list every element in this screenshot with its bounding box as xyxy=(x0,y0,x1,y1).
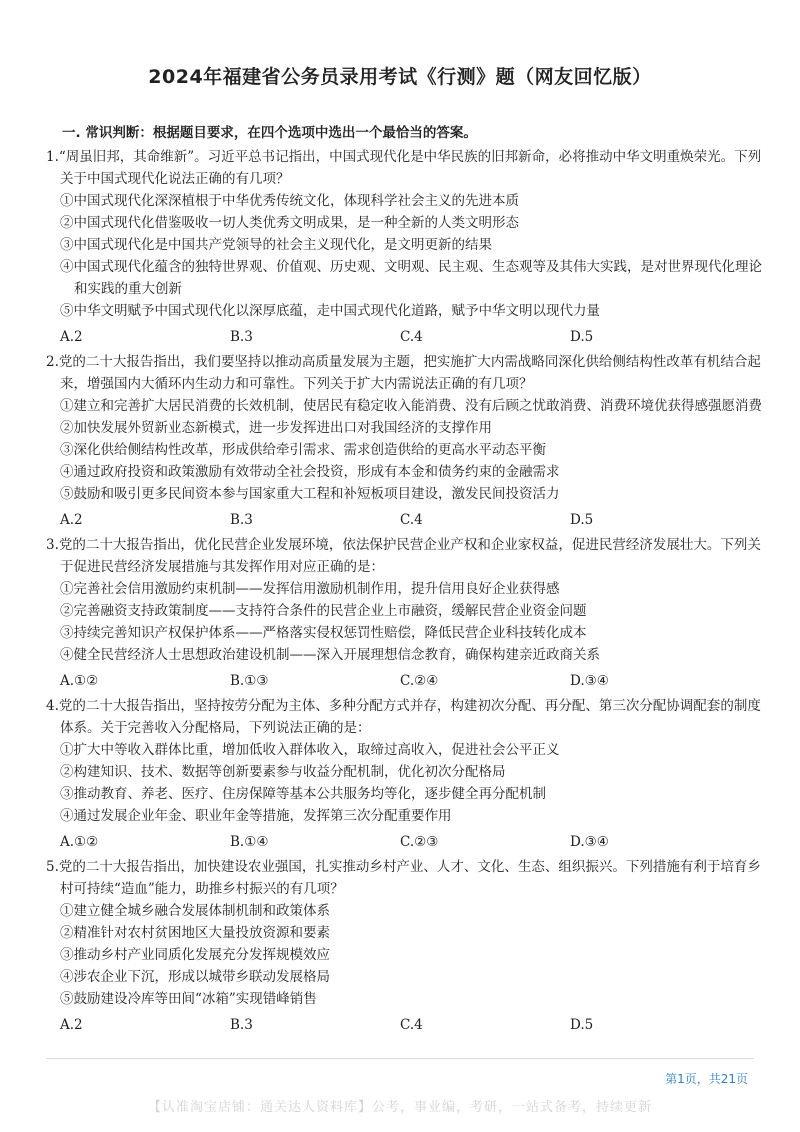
question-5 xyxy=(46,856,762,1036)
page-indicator: 第1页，共21页 xyxy=(665,1072,748,1086)
question-item: ①建立和完善扩大居民消费的长效机制，使居民有稳定收入能消费、没有后顾之忧敢消费、消费环境优获得感强愿消费 xyxy=(60,398,762,414)
question-stem: 2.党的二十大报告指出，我们要坚持以推动高质量发展为主题，把实施扩大内需战略同深化供给侧结构性改革有机结合起来，增强国内大循环内生动力和可靠性。下列关于扩大内需说法正确的有几项？ xyxy=(46,354,761,392)
answer-options xyxy=(46,1014,762,1036)
question-item: ②完善融资支持政策制度——支持符合条件的民营企业上市融资，缓解民营企业资金问题 xyxy=(60,603,587,619)
question-item: ②精准针对农村贫困地区大量投放资源和要素 xyxy=(60,925,330,941)
option-d: D.③④ xyxy=(570,673,609,689)
question-item: ③深化供给侧结构性改革，形成供给牵引需求、需求创造供给的更高水平动态平衡 xyxy=(60,442,546,458)
question-item: ③推动乡村产业同质化发展充分发挥规模效应 xyxy=(60,947,330,963)
option-d: D.5 xyxy=(570,329,594,345)
option-a: A.①② xyxy=(60,673,99,689)
question-stem: 4.党的二十大报告指出，坚持按劳分配为主体、多种分配方式并存，构建初次分配、再分配、第三次分配协调配套的制度体系。关于完善收入分配格局，下列说法正确的是： xyxy=(46,698,761,736)
page-title: 2024年福建省公务员录用考试《行测》题（网友回忆版） xyxy=(148,66,652,88)
option-b: B.3 xyxy=(230,1017,253,1033)
question-item: ①扩大中等收入群体比重，增加低收入群体收入，取缔过高收入，促进社会公平正义 xyxy=(60,742,560,758)
question-item: ④通过发展企业年金、职业年金等措施，发挥第三次分配重要作用 xyxy=(60,808,452,824)
answer-options xyxy=(46,326,762,348)
option-c: C.4 xyxy=(400,1017,423,1033)
question-item: ①中国式现代化深深植根于中华优秀传统文化，体现科学社会主义的先进本质 xyxy=(60,193,519,209)
watermark-text: 【认准淘宝店铺：通关达人资料库】公考，事业编，考研，一站式备考，持续更新 xyxy=(147,1100,652,1115)
option-c: C.②③ xyxy=(400,834,439,850)
question-item: ⑤鼓励建设冷库等田间“冰箱”实现错峰销售 xyxy=(60,991,317,1007)
option-c: C.②④ xyxy=(400,673,439,689)
option-b: B.①③ xyxy=(230,673,269,689)
option-b: B.3 xyxy=(230,512,253,528)
option-d: D.5 xyxy=(570,1017,594,1033)
option-c: C.4 xyxy=(400,329,423,345)
option-b: B.3 xyxy=(230,329,253,345)
question-stem: 1.“周虽旧邦，其命维新”。习近平总书记指出，中国式现代化是中华民族的旧邦新命，必将推动中华文明重焕荣光。下列关于中国式现代化说法正确的有几项？ xyxy=(46,149,762,187)
question-list xyxy=(46,146,762,1039)
question-item: ③推动教育、养老、医疗、住房保障等基本公共服务均等化，逐步健全再分配机制 xyxy=(60,786,546,802)
question-item: ④涉农企业下沉，形成以城带乡联动发展格局 xyxy=(60,969,330,985)
question-1 xyxy=(46,146,762,348)
question-item: ②加快发展外贸新业态新模式，进一步发挥进出口对我国经济的支撑作用 xyxy=(60,420,492,436)
option-a: A.①② xyxy=(60,834,99,850)
section-heading: 一. 常识判断：根据题目要求，在四个选项中选出一个最恰当的答案。 xyxy=(62,125,477,141)
option-a: A.2 xyxy=(60,512,83,528)
option-d: D.5 xyxy=(570,512,594,528)
footer-divider xyxy=(46,1058,754,1059)
question-item: ②构建知识、技术、数据等创新要素参与收益分配机制，优化初次分配格局 xyxy=(60,764,506,780)
question-3 xyxy=(46,534,762,692)
question-item: ④中国式现代化蕴含的独特世界观、价值观、历史观、文明观、民主观、生态观等及其伟大实践，是对世界现代化理论和实践的重大创新 xyxy=(60,259,762,297)
question-item: ⑤中华文明赋予中国式现代化以深厚底蕴，走中国式现代化道路，赋予中华文明以现代力量 xyxy=(60,303,600,319)
question-4 xyxy=(46,695,762,853)
question-item: ①建立健全城乡融合发展体制机制和政策体系 xyxy=(60,903,330,919)
question-item: ④通过政府投资和政策激励有效带动全社会投资，形成有本金和债务约束的金融需求 xyxy=(60,464,560,480)
option-a: A.2 xyxy=(60,1017,83,1033)
question-item: ③持续完善知识产权保护体系——严格落实侵权惩罚性赔偿，降低民营企业科技转化成本 xyxy=(60,625,587,641)
option-c: C.4 xyxy=(400,512,423,528)
question-stem: 3.党的二十大报告指出，优化民营企业发展环境，依法保护民营企业产权和企业家权益，促进民营经济发展壮大。下列关于促进民营经济发展措施与其发挥作用对应正确的是： xyxy=(46,537,761,575)
option-b: B.①④ xyxy=(230,834,269,850)
answer-options xyxy=(46,670,762,692)
answer-options xyxy=(46,509,762,531)
question-item: ②中国式现代化借鉴吸收一切人类优秀文明成果，是一种全新的人类文明形态 xyxy=(60,215,519,231)
option-d: D.③④ xyxy=(570,834,609,850)
question-stem: 5.党的二十大报告指出，加快建设农业强国，扎实推动乡村产业、人才、文化、生态、组织振兴。下列措施有利于培育乡村可持续“造血”能力，助推乡村振兴的有几项？ xyxy=(46,859,761,897)
question-item: ①完善社会信用激励约束机制——发挥信用激励机制作用，提升信用良好企业获得感 xyxy=(60,581,560,597)
question-item: ⑤鼓励和吸引更多民间资本参与国家重大工程和补短板项目建设，激发民间投资活力 xyxy=(60,486,560,502)
question-item: ③中国式现代化是中国共产党领导的社会主义现代化，是文明更新的结果 xyxy=(60,237,492,253)
question-2 xyxy=(46,351,762,531)
answer-options xyxy=(46,831,762,853)
question-item: ④健全民营经济人士思想政治建设机制——深入开展理想信念教育，确保构建亲近政商关系 xyxy=(60,647,600,663)
option-a: A.2 xyxy=(60,329,83,345)
